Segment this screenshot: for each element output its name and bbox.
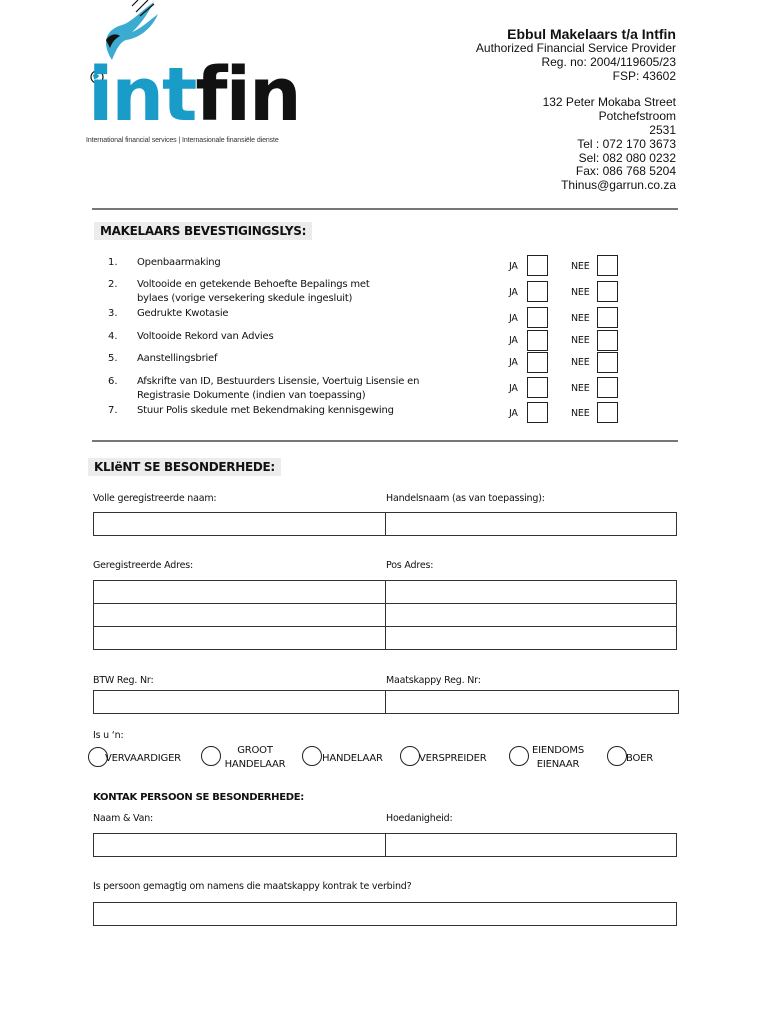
authorised-field[interactable] xyxy=(93,902,677,926)
registered-address-label: Geregistreerde Adres: xyxy=(93,560,193,571)
no-checkbox[interactable] xyxy=(597,255,618,276)
trade-name-field[interactable] xyxy=(385,512,677,536)
trader-radio[interactable] xyxy=(302,746,322,766)
checklist-item: Aanstellingsbrief xyxy=(137,353,218,364)
item-number: 6. xyxy=(108,376,118,387)
yes-checkbox[interactable] xyxy=(527,377,548,398)
yes-checkbox[interactable] xyxy=(527,402,548,423)
checklist-item: Gedrukte Kwotasie xyxy=(137,308,229,319)
no-checkbox[interactable] xyxy=(597,377,618,398)
item-number: 3. xyxy=(108,308,118,319)
vat-number-label: BTW Reg. Nr: xyxy=(93,675,154,686)
registered-address-line[interactable] xyxy=(93,626,386,650)
company-street: 132 Peter Mokaba Street xyxy=(542,95,676,110)
checklist-title: MAKELAARS BEVESTIGINGSLYS: xyxy=(94,222,312,240)
company-fax: Fax: 086 768 5204 xyxy=(575,164,676,179)
company-fsp: FSP: 43602 xyxy=(612,68,676,83)
contact-section-title: KONTAK PERSOON SE BESONDERHEDE: xyxy=(93,792,305,803)
company-reg: Reg. no: 2004/119605/23 xyxy=(541,54,676,69)
capacity-field[interactable] xyxy=(385,833,677,857)
farmer-option: BOER xyxy=(626,753,654,764)
full-name-label: Volle geregistreerde naam: xyxy=(93,493,217,504)
registered-address-line[interactable] xyxy=(93,580,386,604)
no-checkbox[interactable] xyxy=(597,281,618,302)
company-tel: Tel : 072 170 3673 xyxy=(577,136,676,151)
postal-address-line[interactable] xyxy=(385,603,677,627)
vat-number-field[interactable] xyxy=(93,690,386,714)
business-type-label: Is u ‘n: xyxy=(93,730,124,741)
yes-label: JA xyxy=(509,261,518,272)
yes-checkbox[interactable] xyxy=(527,330,548,351)
yes-checkbox[interactable] xyxy=(527,307,548,328)
yes-label: JA xyxy=(509,357,518,368)
divider xyxy=(92,440,678,442)
no-label: NEE xyxy=(571,357,590,368)
distributor-radio[interactable] xyxy=(400,746,420,766)
registered-address-line[interactable] xyxy=(93,603,386,627)
brand-logo: intfin xyxy=(88,52,300,138)
company-name: Ebbul Makelaars t/a Intfin xyxy=(507,26,676,42)
brand-tagline: International financial services | Internasionale finansiële dienste xyxy=(86,137,279,144)
yes-checkbox[interactable] xyxy=(527,255,548,276)
yes-checkbox[interactable] xyxy=(527,352,548,373)
company-reg-label: Maatskappy Reg. Nr: xyxy=(386,675,481,686)
item-number: 2. xyxy=(108,279,118,290)
trader-option: HANDELAAR xyxy=(322,753,383,764)
no-label: NEE xyxy=(571,335,590,346)
manufacturer-option: VERVAARDIGER xyxy=(105,753,181,764)
no-checkbox[interactable] xyxy=(597,307,618,328)
yes-checkbox[interactable] xyxy=(527,281,548,302)
company-fsp-line: Authorized Financial Service Provider xyxy=(475,41,676,55)
yes-label: JA xyxy=(509,383,518,394)
client-section-title: KLIëNT SE BESONDERHEDE: xyxy=(88,458,281,476)
postal-address-line[interactable] xyxy=(385,626,677,650)
trade-name-label: Handelsnaam (as van toepassing): xyxy=(386,493,545,504)
postal-address-line[interactable] xyxy=(385,580,677,604)
authorised-label: Is persoon gemagtig om namens die maatskappy kontrak te verbind? xyxy=(93,881,412,892)
checklist-item: bylaes (vorige versekering skedule ingesluit) xyxy=(137,293,353,304)
distributor-option: VERSPREIDER xyxy=(419,753,487,764)
property-owner-radio[interactable] xyxy=(509,746,529,766)
no-checkbox[interactable] xyxy=(597,330,618,351)
wholesaler-option: GROOT HANDELAAR xyxy=(224,745,286,770)
capacity-label: Hoedanigheid: xyxy=(386,813,453,824)
item-number: 5. xyxy=(108,353,118,364)
no-label: NEE xyxy=(571,383,590,394)
checklist-item: Afskrifte van ID, Bestuurders Lisensie, Voertuig Lisensie en xyxy=(137,376,420,387)
farmer-radio[interactable] xyxy=(607,746,627,766)
checklist-item: Voltooide en getekende Behoefte Bepalings met xyxy=(137,279,370,290)
yes-label: JA xyxy=(509,335,518,346)
company-city: Potchefstroom xyxy=(598,109,676,124)
company-reg-field[interactable] xyxy=(385,690,679,714)
yes-label: JA xyxy=(509,408,518,419)
item-number: 4. xyxy=(108,331,118,342)
contact-name-field[interactable] xyxy=(93,833,386,857)
item-number: 7. xyxy=(108,405,118,416)
checklist-item: Stuur Polis skedule met Bekendmaking kennisgewing xyxy=(137,405,394,416)
company-email: Thinus@garrun.co.za xyxy=(561,178,676,193)
property-owner-option: EIENDOMS EIENAAR xyxy=(531,745,584,770)
item-number: 1. xyxy=(108,257,118,268)
company-code: 2531 xyxy=(649,122,676,137)
no-label: NEE xyxy=(571,287,590,298)
checklist-item: Voltooide Rekord van Advies xyxy=(137,331,274,342)
checklist-item: Registrasie Dokumente (indien van toepassing) xyxy=(137,390,366,401)
company-cell: Sel: 082 080 0232 xyxy=(578,150,676,165)
full-name-field[interactable] xyxy=(93,512,386,536)
wholesaler-radio[interactable] xyxy=(201,746,221,766)
postal-address-label: Pos Adres: xyxy=(386,560,434,571)
no-checkbox[interactable] xyxy=(597,402,618,423)
no-label: NEE xyxy=(571,261,590,272)
no-label: NEE xyxy=(571,408,590,419)
company-details xyxy=(476,26,676,193)
no-label: NEE xyxy=(571,313,590,324)
contact-name-label: Naam & Van: xyxy=(93,813,154,824)
yes-label: JA xyxy=(509,287,518,298)
no-checkbox[interactable] xyxy=(597,352,618,373)
divider xyxy=(92,208,678,210)
yes-label: JA xyxy=(509,313,518,324)
checklist-item: Openbaarmaking xyxy=(137,257,221,268)
